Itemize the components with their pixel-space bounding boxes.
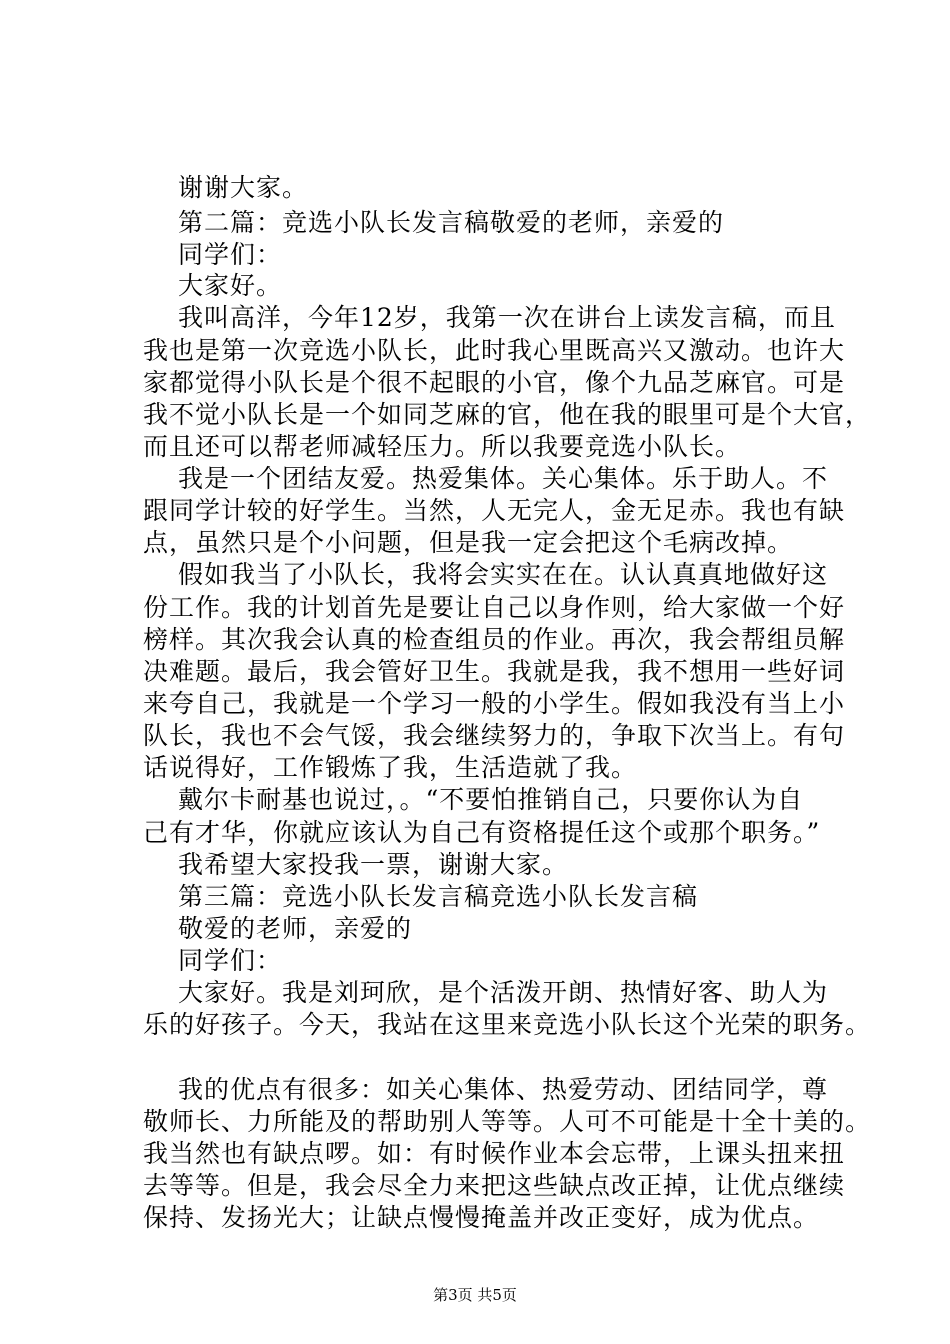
text-line: 去等等。但是，我会尽全力来把这些缺点改正掉，让优点继续 xyxy=(143,1171,846,1200)
text-line: 我的优点有很多：如关心集体、热爱劳动、团结同学，尊 xyxy=(178,1075,829,1104)
text-line: 同学们： xyxy=(178,946,283,975)
text-line: 第三篇：竞选小队长发言稿竞选小队长发言稿 xyxy=(178,882,699,911)
text-line: 谢谢大家。 xyxy=(178,173,309,202)
text-line: 份工作。我的计划首先是要让自己以身作则，给大家做一个好 xyxy=(143,593,846,622)
text-line: 敬爱的老师，亲爱的 xyxy=(178,914,413,943)
text-line: 我也是第一次竞选小队长，此时我心里既高兴又激动。也许大 xyxy=(143,336,846,365)
text-line: 家都觉得小队长是个很不起眼的小官，像个九品芝麻官。可是 xyxy=(143,368,846,397)
text-line: 第二篇：竞选小队长发言稿敬爱的老师，亲爱的 xyxy=(178,208,725,237)
text-line: 我叫高洋，今年12岁，我第一次在讲台上读发言稿，而且 xyxy=(178,303,836,332)
text-line: 来夸自己，我就是一个学习一般的小学生。假如我没有当上小 xyxy=(143,689,846,718)
text-line: 而且还可以帮老师减轻压力。所以我要竞选小队长。 xyxy=(143,432,742,461)
page-number-footer: 第3页 共5页 xyxy=(433,1286,517,1304)
text-line: 我当然也有缺点啰。如：有时候作业本会忘带，上课头扭来扭 xyxy=(143,1139,846,1168)
text-line: 决难题。最后，我会管好卫生。我就是我，我不想用一些好词 xyxy=(143,657,846,686)
text-line: 跟同学计较的好学生。当然，人无完人，金无足赤。我也有缺 xyxy=(143,496,846,525)
text-line: 话说得好，工作锻炼了我，生活造就了我。 xyxy=(143,753,638,782)
text-line: 我不觉小队长是一个如同芝麻的官，他在我的眼里可是个大官， xyxy=(143,400,872,429)
text-line: 己有才华，你就应该认为自己有资格提任这个或那个职务。” xyxy=(143,818,821,847)
text-line: 戴尔卡耐基也说过，。“不要怕推销自己，只要你认为自 xyxy=(178,785,804,814)
text-line: 点，虽然只是个小问题，但是我一定会把这个毛病改掉。 xyxy=(143,528,794,557)
text-line: 榜样。其次我会认真的检查组员的作业。再次，我会帮组员解 xyxy=(143,625,846,654)
text-line: 乐的好孩子。今天，我站在这里来竞选小队长这个光荣的职务。 xyxy=(143,1010,872,1039)
text-line: 大家好。我是刘珂欣，是个活泼开朗、热情好客、助人为 xyxy=(178,978,829,1007)
text-line: 我希望大家投我一票，谢谢大家。 xyxy=(178,850,569,879)
text-line: 敬师长、力所能及的帮助别人等等。人可不可能是十全十美的。 xyxy=(143,1107,872,1136)
text-line: 假如我当了小队长，我将会实实在在。认认真真地做好这 xyxy=(178,560,829,589)
text-line: 我是一个团结友爱。热爱集体。关心集体。乐于助人。不 xyxy=(178,464,829,493)
text-line: 队长，我也不会气馁，我会继续努力的，争取下次当上。有句 xyxy=(143,721,846,750)
text-line: 保持、发扬光大；让缺点慢慢掩盖并改正变好，成为优点。 xyxy=(143,1203,820,1232)
text-line: 同学们： xyxy=(178,240,283,269)
text-line: 大家好。 xyxy=(178,271,283,300)
